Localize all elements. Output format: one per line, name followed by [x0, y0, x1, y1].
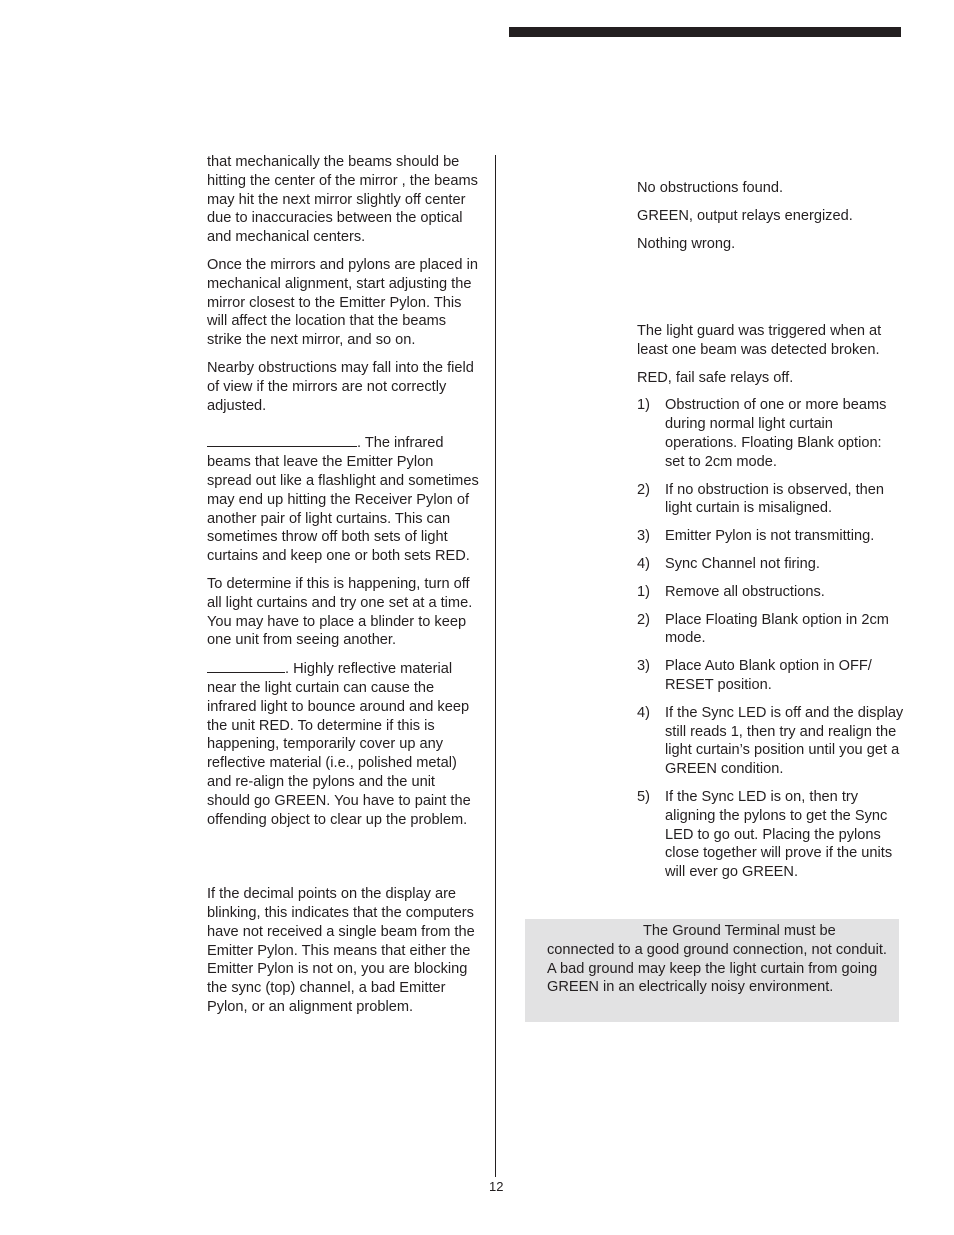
column-divider: [495, 155, 496, 1177]
list-item: 3) Emitter Pylon is not transmitting.: [637, 528, 875, 545]
paragraph-determine-crosstalk: To determine if this is happening, turn off all light curtains and try one set at a time. You may have to place a blinder to keep one unit from seeing another.: [207, 575, 473, 649]
green-indication: GREEN, output relays energized.: [637, 207, 853, 224]
paragraph-crosstalk: [207, 433, 479, 566]
list-item: 3) Place Auto Blank option in OFF/ RESET position.: [637, 658, 872, 693]
list-item: 4) Sync Channel not firing.: [637, 555, 820, 572]
ground-terminal-note: [525, 919, 899, 1022]
header-bar: [509, 27, 901, 37]
list-item: 1) Remove all obstructions.: [637, 583, 825, 600]
paragraph-reflection: [207, 659, 479, 829]
green-cause: No obstructions found.: [637, 180, 784, 196]
list-item: 2) Place Floating Blank option in 2cm mode.: [637, 611, 889, 647]
red-remedies-list: [637, 583, 905, 882]
list-item: 4) If the Sync LED is off and the display still reads 1, then try and realign the light curtain’s position until you get a GREEN condition.: [637, 704, 904, 778]
red-indication: RED, fail safe relays off.: [637, 369, 794, 386]
paragraph-mirror-centers: that mechanically the beams should be hitting the center of the mirror , the beams may hit the next mirror slightly off center due to inaccuracies between the optical and mechanical centers.: [207, 154, 478, 246]
list-item: 1) Obstruction of one or more beams during normal light curtain operations. Floating Blank option: set to 2cm mode.: [637, 397, 887, 470]
paragraph-obstructions: Nearby obstructions may fall into the field of view if the mirrors are not correctly adjusted.: [207, 359, 474, 414]
note-text: The Ground Terminal must be connected to a good ground connection, not conduit. A bad ground may keep the light curtain from going GREEN in an electrically noisy environment.: [547, 923, 887, 996]
paragraph-crosstalk-text: . The infrared beams that leave the Emitter Pylon spread out like a flashlight and sometimes may end up hitting the Receiver Pylon of another pair of light curtains. This can sometimes throw off both sets of light curtains and keep one or both sets RED.: [207, 435, 479, 565]
green-remedy: Nothing wrong.: [637, 235, 736, 252]
list-item: 2) If no obstruction is observed, then light curtain is misaligned.: [637, 481, 885, 517]
red-condition-section: [637, 322, 905, 891]
green-condition-section: [637, 179, 909, 262]
redacted-heading-blank: [207, 659, 285, 673]
paragraph-reflection-text: . Highly reflective material near the light curtain can cause the infrared light to bounce around and keep the unit RED. To determine if this is happening, temporarily cover up any reflective material (i.e., polished metal) and re-align the pylons and the unit should go GREEN. You have to paint the offending object to clear up the problem.: [207, 661, 471, 828]
page-number: 12: [489, 1179, 504, 1194]
left-column: [207, 153, 479, 1026]
red-possible-causes-list: [637, 396, 905, 573]
paragraph-decimal-points: If the decimal points on the display are blinking, this indicates that the computers have not received a single beam from the Emitter Pylon. This means that either the Emitter Pylon is not on, you are blocking the sync (top) channel, a bad Emitter Pylon, or an alignment problem.: [207, 886, 475, 1016]
redacted-heading-blank: [207, 433, 357, 447]
red-cause: The light guard was triggered when at least one beam was detected broken.: [637, 323, 882, 358]
paragraph-mirror-adjust: Once the mirrors and pylons are placed in mechanical alignment, start adjusting the mirror closest to the Emitter Pylon. This will affect the location that the beams strike the next mirror, and so on.: [207, 256, 478, 349]
list-item: 5) If the Sync LED is on, then try aligning the pylons to get the Sync LED to go out. Placing the pylons close together will prove if the units will ever go GREEN.: [637, 788, 893, 881]
